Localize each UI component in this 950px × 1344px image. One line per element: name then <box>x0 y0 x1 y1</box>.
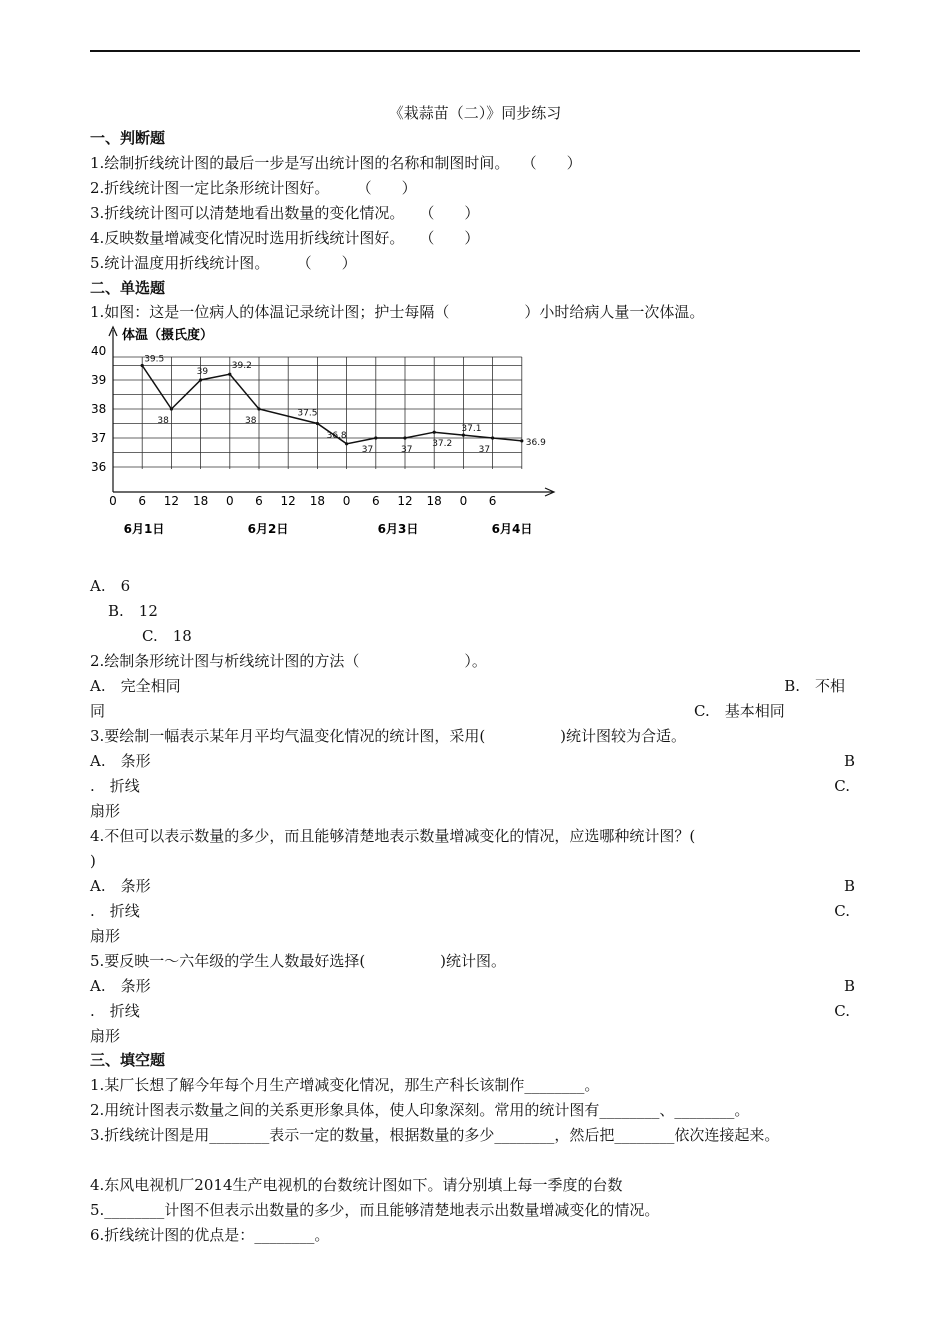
data-label: 36.9 <box>525 437 546 448</box>
data-label: 37.5 <box>297 408 318 419</box>
data-label: 37 <box>478 445 491 455</box>
x-tick-label: 6 <box>138 494 147 508</box>
choice-q4-option-b-wrap: . 折线 <box>90 902 140 920</box>
fill-item-3: 3.折线统计图是用________表示一定的数量，根据数量的多少________，然后把________依次连接起来。 <box>90 1126 780 1144</box>
choice-q1-text: 1.如图：这是一位病人的体温记录统计图；护士每隔（ ）小时给病人量一次体温。 <box>90 303 705 321</box>
data-label: 37 <box>361 445 374 455</box>
fill-item-6: 6.折线统计图的优点是：________。 <box>90 1226 330 1244</box>
data-label: 39.2 <box>231 361 252 372</box>
x-tick-label: 18 <box>309 494 326 508</box>
choice-q3-option-c[interactable]: C. <box>834 777 850 795</box>
chart-marks <box>141 355 547 456</box>
y-tick-label: 38 <box>91 402 107 416</box>
y-tick-label: 40 <box>91 344 107 358</box>
data-point <box>228 373 231 376</box>
judge-item-5: 5.统计温度用折线统计图。 （ ） <box>90 254 357 272</box>
x-tick-label: 6 <box>255 494 263 508</box>
x-tick-label: 0 <box>225 494 234 508</box>
chart-y-title: 体温（摄氏度） <box>122 328 214 343</box>
choice-q1-option-c[interactable]: C. 18 <box>142 627 192 645</box>
data-point <box>199 378 202 381</box>
data-label: 37.1 <box>461 424 482 435</box>
choice-q3-text: 3.要绘制一幅表示某年月平均气温变化情况的统计图，采用( )统计图较为合适。 <box>90 727 687 745</box>
data-point <box>316 422 319 425</box>
choice-q5-text: 5.要反映一～六年级的学生人数最好选择( )统计图。 <box>90 952 507 970</box>
judge-item-4: 4.反映数量增减变化情况时选用折线统计图好。 （ ） <box>90 229 480 247</box>
x-tick-label: 12 <box>397 494 413 508</box>
x-tick-label: 0 <box>459 494 468 508</box>
data-label: 39 <box>196 367 209 377</box>
fill-item-5: 5.________计图不但表示出数量的多少，而且能够清楚地表示出数量增减变化的情况。 <box>90 1201 660 1219</box>
choice-q5-option-b-wrap: . 折线 <box>90 1002 140 1020</box>
choice-q5-option-c[interactable]: C. <box>834 1002 850 1020</box>
y-tick-label: 37 <box>91 431 107 445</box>
choice-q4-option-b[interactable]: B <box>843 877 855 895</box>
choice-q2-option-b[interactable]: B. 不相 <box>784 677 845 695</box>
data-label: 36.8 <box>326 430 347 441</box>
data-point <box>345 442 348 445</box>
temperature-line-chart <box>88 322 568 547</box>
data-label: 38 <box>157 416 169 426</box>
choice-q3-option-a[interactable]: A. 条形 <box>90 752 151 770</box>
section-3-heading: 三、填空题 <box>90 1051 166 1069</box>
data-label: 38 <box>245 416 257 426</box>
x-day-label: 6月3日 <box>377 522 419 536</box>
y-tick-label: 36 <box>91 460 107 474</box>
choice-q3-option-b-wrap: . 折线 <box>90 777 140 795</box>
data-point <box>170 407 173 410</box>
choice-q5-option-a[interactable]: A. 条形 <box>90 977 151 995</box>
section-2-heading: 二、单选题 <box>90 279 166 297</box>
choice-q3-option-b[interactable]: B <box>843 752 855 770</box>
section-1-heading: 一、判断题 <box>90 129 166 147</box>
fill-item-4: 4.东风电视机厂2014生产电视机的台数统计图如下。请分别填上每一季度的台数 <box>90 1176 623 1194</box>
choice-q1-option-a[interactable]: A. 6 <box>90 577 131 595</box>
data-point <box>374 436 377 439</box>
choice-q3-option-c-wrap: 扇形 <box>90 802 121 820</box>
data-point <box>520 439 523 442</box>
choice-q4-text-wrap: ) <box>90 852 96 870</box>
x-day-label: 6月2日 <box>247 522 289 536</box>
data-point <box>403 436 406 439</box>
data-label: 37 <box>401 445 413 455</box>
judge-item-3: 3.折线统计图可以清楚地看出数量的变化情况。 （ ） <box>90 204 480 222</box>
x-tick-label: 0 <box>342 494 351 508</box>
x-tick-label: 12 <box>163 494 180 508</box>
data-label: 37.2 <box>432 439 453 450</box>
choice-q2-text: 2.绘制条形统计图与析线统计图的方法（ ）。 <box>90 652 487 670</box>
y-tick-label: 39 <box>91 373 107 387</box>
choice-q2-option-a[interactable]: A. 完全相同 <box>90 677 181 695</box>
fill-item-1: 1.某厂长想了解今年每个月生产增减变化情况，那生产科长该制作________。 <box>90 1076 600 1094</box>
header-rule <box>90 50 860 52</box>
choice-q5-option-b[interactable]: B <box>843 977 855 995</box>
x-tick-label: 18 <box>426 494 442 508</box>
x-tick-label: 6 <box>488 494 497 508</box>
judge-item-2: 2.折线统计图一定比条形统计图好。 （ ） <box>90 179 417 197</box>
choice-q2-option-b-wrap: 同 <box>90 702 106 720</box>
page-title: 《栽蒜苗（二）》同步练习 <box>388 104 562 122</box>
x-day-label: 6月1日 <box>123 522 165 536</box>
choice-q4-text: 4.不但可以表示数量的多少，而且能够清楚地表示数量增减变化的情况，应选哪种统计图？( <box>90 827 696 845</box>
x-day-label: 6月4日 <box>491 522 533 536</box>
choice-q4-option-a[interactable]: A. 条形 <box>90 877 151 895</box>
data-point <box>491 436 494 439</box>
data-point <box>257 407 260 410</box>
x-tick-label: 0 <box>109 494 117 508</box>
choice-q1-option-b[interactable]: B. 12 <box>108 602 158 620</box>
choice-q4-option-c-wrap: 扇形 <box>90 927 121 945</box>
judge-item-1: 1.绘制折线统计图的最后一步是写出统计图的名称和制图时间。 （ ） <box>90 154 582 172</box>
data-label: 39.5 <box>144 354 165 365</box>
choice-q5-option-c-wrap: 扇形 <box>90 1027 121 1045</box>
fill-item-2: 2.用统计图表示数量之间的关系更形象具体，使人印象深刻。常用的统计图有________、________。 <box>90 1101 750 1119</box>
x-tick-label: 12 <box>280 494 296 508</box>
choice-q4-option-c[interactable]: C. <box>834 902 850 920</box>
choice-q2-option-c[interactable]: C. 基本相同 <box>694 702 785 720</box>
x-tick-label: 18 <box>192 494 209 508</box>
x-tick-label: 6 <box>371 494 380 508</box>
data-point <box>433 431 436 434</box>
